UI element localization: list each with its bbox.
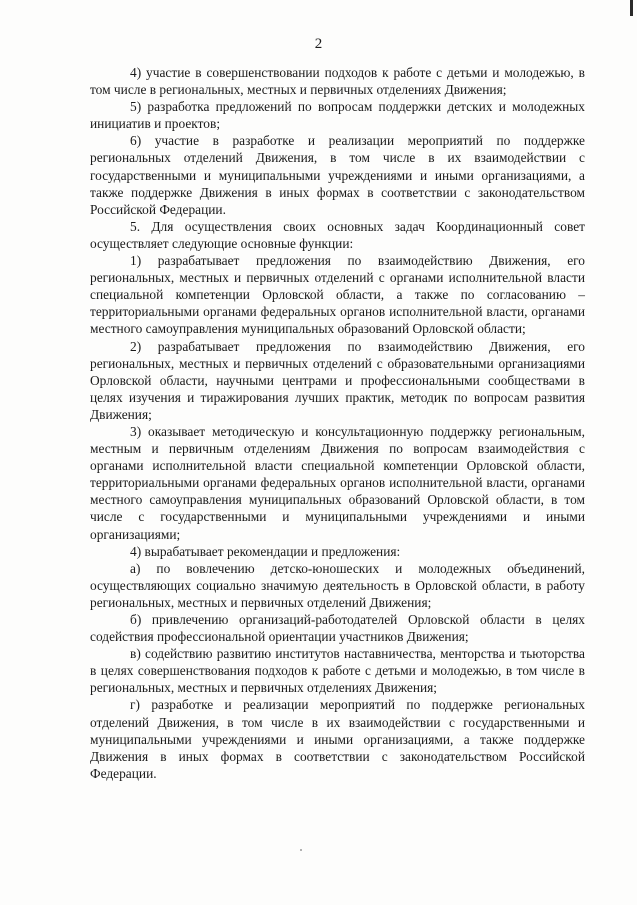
paragraph-item-4-participation: 4) участие в совершенствовании подходов к работе с детьми и молодежью, в том числе в региональных, местных и первичных отделениях Движения; <box>90 65 585 98</box>
paragraph-function-3: 3) оказывает методическую и консультационную поддержку региональным, местным и первичным отделениям Движения по вопросам взаимодействия с органами исполнительной власти специальной компетенции Орловской области, территориальными органами федеральных органов исполнительной власти, органами местного самоуправления муниципальных образований Орловской области, в том числе с государственными и муниципальными учреждениями и иными организациями; <box>90 423 585 542</box>
paragraph-subitem-v: в) содействию развитию институтов наставничества, менторства и тьюторства в целях совершенствования подходов к работе с детьми и молодежью, в том числе в региональных, местных и первичных отделениях Движения; <box>90 646 585 696</box>
paragraph-item-5-proposals: 5) разработка предложений по вопросам поддержки детских и молодежных инициатив и проектов; <box>90 99 585 132</box>
paragraph-section-5-functions: 5. Для осуществления своих основных задач Координационный совет осуществляет следующие основные функции: <box>90 218 585 251</box>
scan-speck <box>300 849 302 851</box>
paragraph-function-4: 4) вырабатывает рекомендации и предложения: <box>130 543 401 559</box>
scan-edge-mark <box>630 0 633 16</box>
paragraph-subitem-b: б) привлечению организаций-работодателей Орловской области в целях содействия профессиональной ориентации участников Движения; <box>90 612 585 645</box>
document-body <box>90 64 585 782</box>
paragraph-item-6-events: 6) участие в разработке и реализации мероприятий по поддержке региональных отделений Движения, в том числе в их взаимодействии с государственными и муниципальными учреждениями и иными организациями, а также поддержке Движения в иных формах в соответствии с законодательством Российской Федерации. <box>90 133 585 217</box>
page-number: 2 <box>314 36 323 52</box>
paragraph-function-1: 1) разрабатывает предложения по взаимодействию Движения, его региональных, местных и первичных отделений с органами исполнительной власти специальной компетенции Орловской области, а также по согласованию – территориальными органами федеральных органов исполнительной власти, органами местного самоуправления муниципальных образований Орловской области; <box>90 253 585 337</box>
paragraph-subitem-g: г) разработке и реализации мероприятий по поддержке региональных отделений Движения, в том числе в их взаимодействии с государственными и муниципальными учреждениями и иными организациями, а также поддержке Движения в иных формах в соответствии с законодательством Российской Федерации. <box>90 697 585 781</box>
paragraph-subitem-a: а) по вовлечению детско-юношеских и молодежных объединений, осуществляющих социально значимую деятельность в Орловской области, в работу региональных, местных и первичных отделений Движения; <box>90 560 585 610</box>
paragraph-function-2: 2) разрабатывает предложения по взаимодействию Движения, его региональных, местных и первичных отделений с образовательными организациями Орловской области, научными центрами и профессиональными сообществами в целях изучения и тиражирования лучших практик, методик по вопросам развития Движения; <box>90 338 585 422</box>
